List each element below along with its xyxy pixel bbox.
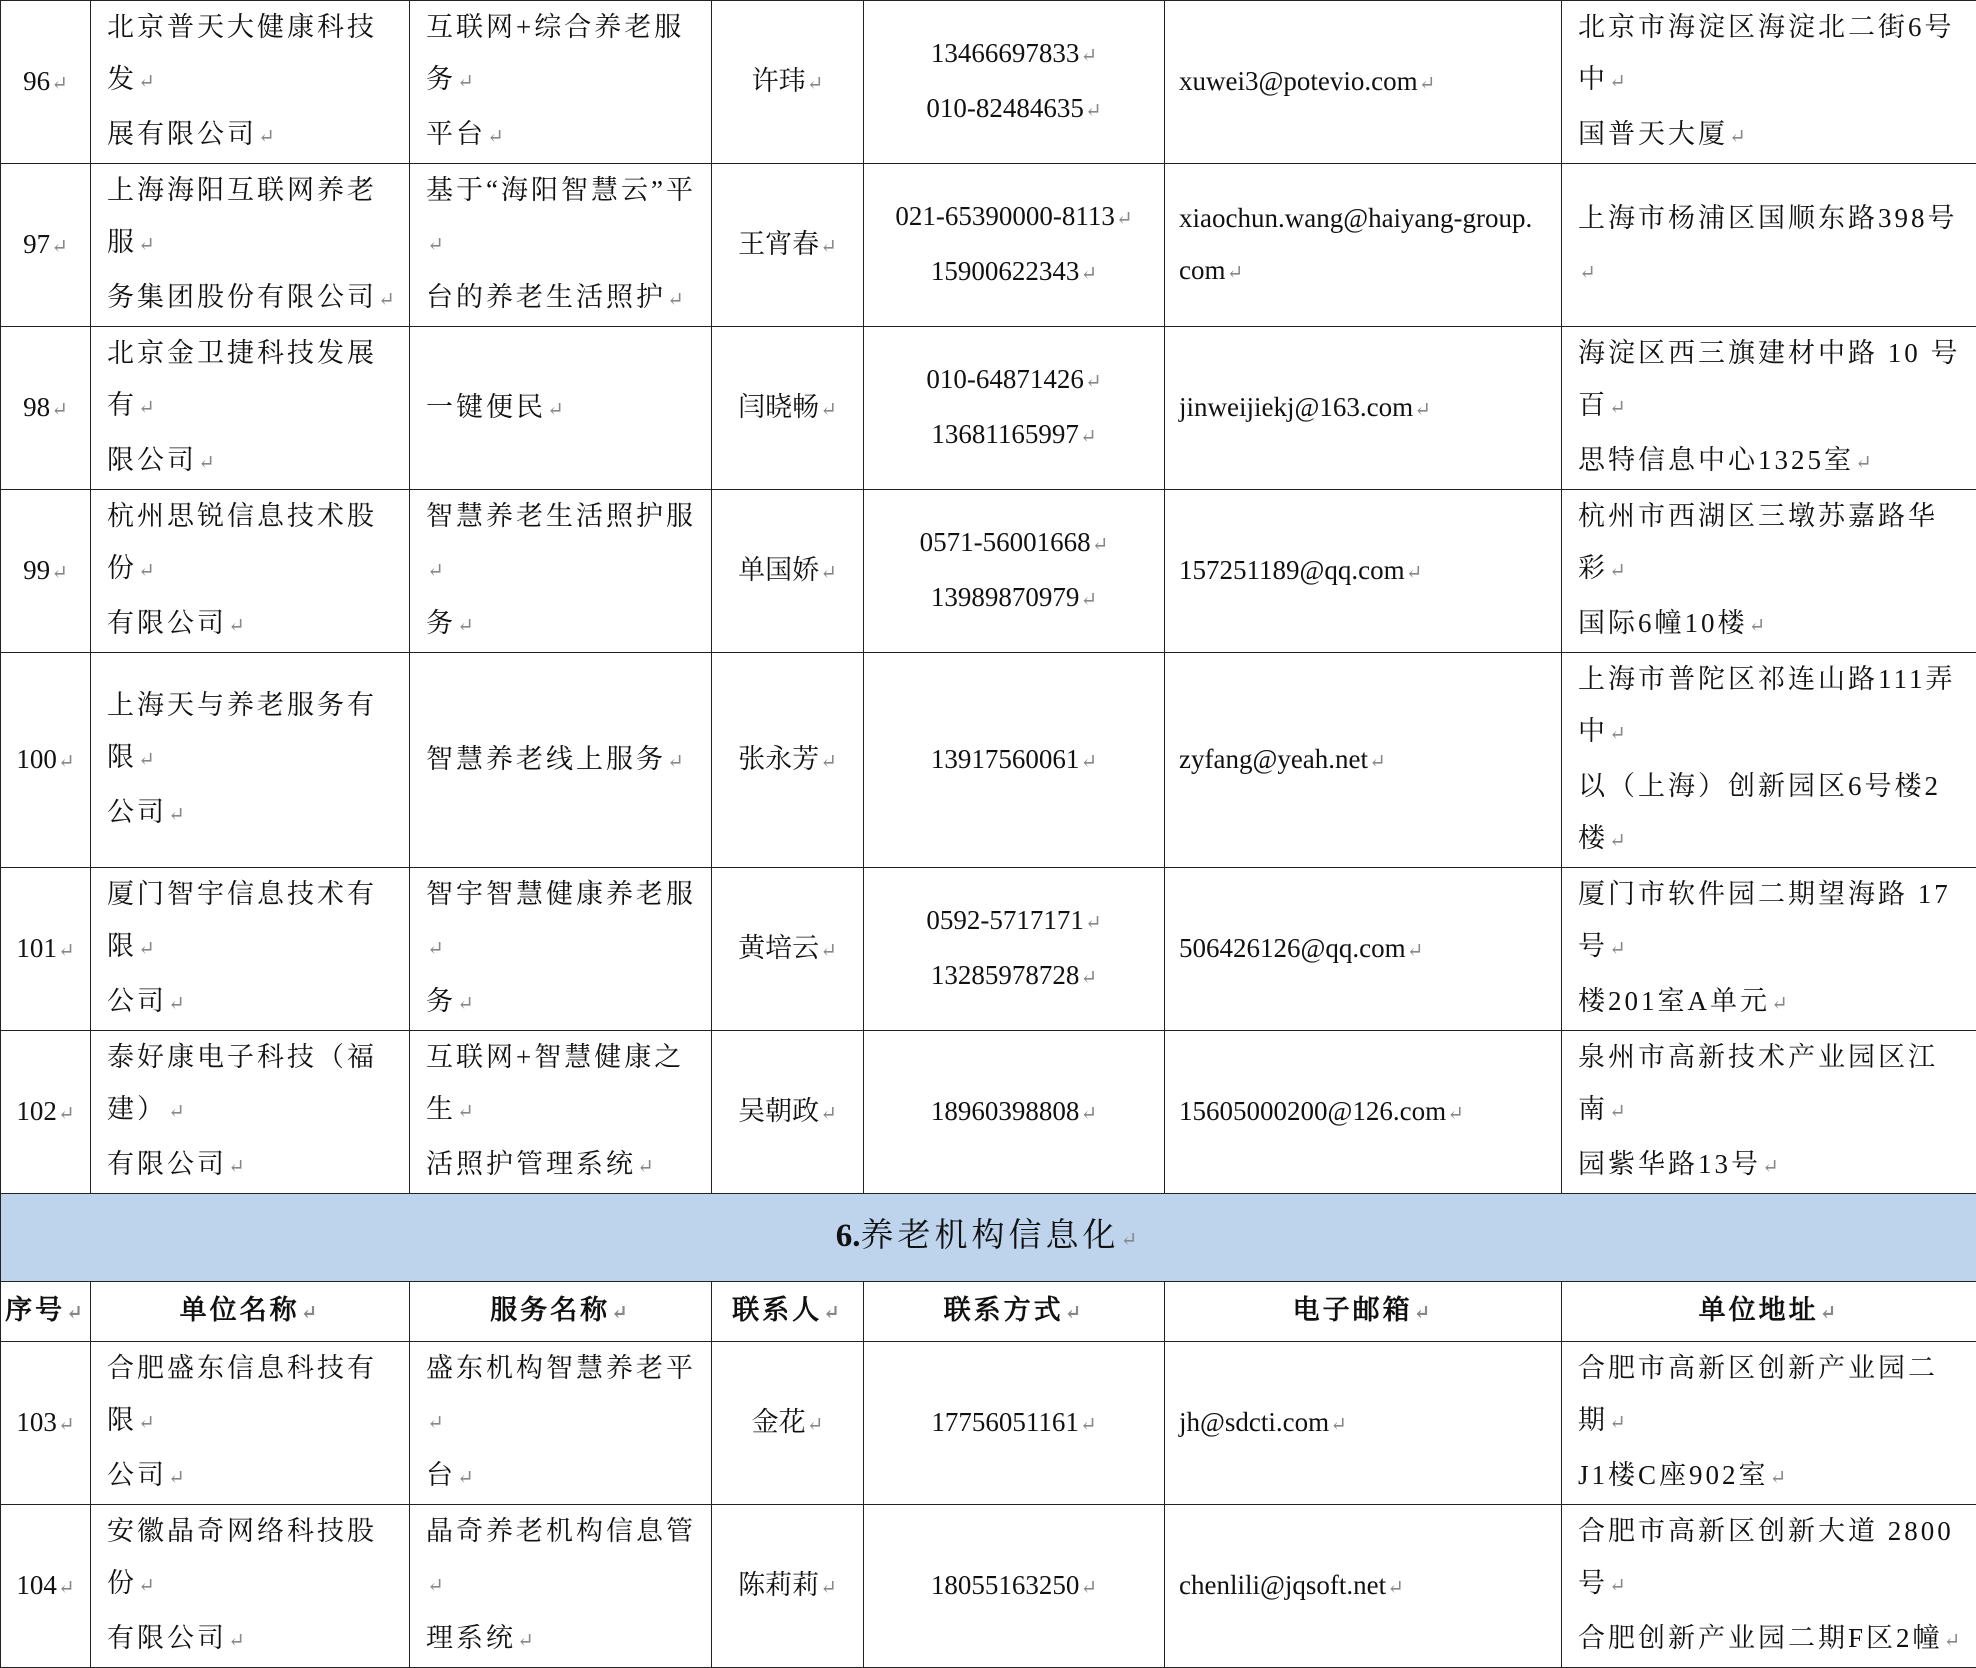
header-row (1, 1282, 1976, 1342)
cell-phone (864, 164, 1165, 327)
cell-address-line: 海淀区西三旗建材中路 10 号百↵ (1578, 327, 1966, 434)
cell-service-line: 智宇智慧健康养老服↵ (426, 868, 701, 975)
cell-contact (712, 327, 864, 490)
cell-company-line: 泰好康电子科技（福建）↵ (107, 1031, 399, 1138)
cell-phone (864, 327, 1165, 490)
header-no: 序号↵ (1, 1282, 91, 1342)
cell-phone (864, 653, 1165, 868)
cell-service-line: 台的养老生活照护↵ (426, 271, 701, 326)
cell-company (91, 1031, 410, 1194)
cell-no (1, 1031, 91, 1194)
cell-company-line: 上海海阳互联网养老服↵ (107, 164, 399, 271)
cell-company (91, 868, 410, 1031)
cell-service-line: 活照护管理系统↵ (426, 1138, 701, 1193)
cell-service (410, 164, 712, 327)
cell-email-line: 15605000200@126.com↵ (1179, 1085, 1561, 1140)
cell-service (410, 327, 712, 490)
cell-address-line: 国际6幢10楼↵ (1578, 597, 1966, 652)
table-body-bottom (1, 1342, 1976, 1668)
section-row (1, 1194, 1976, 1282)
cell-company-line: 有限公司↵ (107, 1138, 399, 1193)
cell-address (1562, 653, 1976, 868)
cell-no-line: 104↵ (1, 1559, 90, 1614)
cell-phone-line: 17756051161↵ (864, 1396, 1164, 1451)
cell-phone-line: 021-65390000-8113↵ (864, 190, 1164, 245)
cell-company (91, 1505, 410, 1668)
cell-email[interactable] (1165, 490, 1562, 653)
cell-no (1, 1, 91, 164)
cell-address-line: 上海市普陀区祁连山路111弄中↵ (1578, 653, 1966, 760)
cell-service-line: 互联网+综合养老服务↵ (426, 1, 701, 108)
cell-contact-line: 金花↵ (712, 1396, 863, 1451)
cell-phone-line: 13285978728↵ (864, 949, 1164, 1004)
cell-company (91, 327, 410, 490)
cell-contact-line: 单国娇↵ (712, 544, 863, 599)
cell-service (410, 653, 712, 868)
cell-company-line: 北京普天大健康科技发↵ (107, 1, 399, 108)
header-service: 服务名称↵ (410, 1282, 712, 1342)
header-address: 单位地址↵ (1562, 1282, 1976, 1342)
cell-email-line: 157251189@qq.com↵ (1179, 544, 1561, 599)
cell-email-line: zyfang@yeah.net↵ (1179, 733, 1561, 788)
cell-email[interactable]: xiaochun.wang@haiyang-group. com↵ (1165, 164, 1562, 327)
cell-service (410, 868, 712, 1031)
cell-contact (712, 868, 864, 1031)
cell-phone-line: 15900622343↵ (864, 245, 1164, 300)
table-row (1, 164, 1976, 327)
cell-email-line: xuwei3@potevio.com↵ (1179, 55, 1561, 110)
cell-contact-line: 吴朝政↵ (712, 1085, 863, 1140)
cell-contact-line: 闫晓畅↵ (712, 381, 863, 436)
section-number: 6. (836, 1218, 861, 1254)
cell-company (91, 164, 410, 327)
cell-service (410, 1342, 712, 1505)
cell-no (1, 868, 91, 1031)
cell-service-line: 智慧养老生活照护服↵ (426, 490, 701, 597)
cell-company-line: 公司↵ (107, 975, 399, 1030)
cell-address (1562, 868, 1976, 1031)
cell-company-line: 公司↵ (107, 786, 399, 841)
cell-company-line: 合肥盛东信息科技有限↵ (107, 1342, 399, 1449)
cell-service-line: 基于“海阳智慧云”平↵ (426, 164, 701, 271)
cell-service-line: 互联网+智慧健康之生↵ (426, 1031, 701, 1138)
cell-company-line: 杭州思锐信息技术股份↵ (107, 490, 399, 597)
section-block (1, 1194, 1976, 1342)
table-row (1, 1505, 1976, 1668)
cell-company-line: 有限公司↵ (107, 1612, 399, 1667)
cell-company-line: 公司↵ (107, 1449, 399, 1504)
cell-phone (864, 490, 1165, 653)
cell-email-line: chenlili@jqsoft.net↵ (1179, 1559, 1561, 1614)
cell-contact-line: 陈莉莉↵ (712, 1559, 863, 1614)
section-label: 养老机构信息化 (860, 1218, 1119, 1254)
cell-address (1562, 327, 1976, 490)
table-row (1, 1031, 1976, 1194)
header-company: 单位名称↵ (91, 1282, 410, 1342)
cell-contact (712, 1342, 864, 1505)
cell-no-line: 100↵ (1, 733, 90, 788)
cell-address-line: 杭州市西湖区三墩苏嘉路华彩↵ (1578, 490, 1966, 597)
header-email: 电子邮箱↵ (1165, 1282, 1562, 1342)
cell-no (1, 1342, 91, 1505)
cell-service-line: 台↵ (426, 1449, 701, 1504)
cell-contact (712, 164, 864, 327)
header-phone: 联系方式↵ (864, 1282, 1165, 1342)
cell-address-line: J1楼C座902室↵ (1578, 1449, 1966, 1504)
cell-phone (864, 1342, 1165, 1505)
cell-email-line: jinweijiekj@163.com↵ (1179, 381, 1561, 436)
cell-no-line: 98↵ (1, 381, 90, 436)
cell-address (1562, 1505, 1976, 1668)
cell-service (410, 1031, 712, 1194)
cell-company-line: 限公司↵ (107, 434, 399, 489)
cell-no-line: 103↵ (1, 1396, 90, 1451)
cell-email-line: 506426126@qq.com↵ (1179, 922, 1561, 977)
cell-service-line: 务↵ (426, 597, 701, 652)
cell-no-line: 101↵ (1, 922, 90, 977)
cell-contact (712, 1505, 864, 1668)
section-title: 6.养老机构信息化↵ (1, 1194, 1976, 1282)
cell-address-line: 北京市海淀区海淀北二街6号中↵ (1578, 1, 1966, 108)
cell-email[interactable] (1165, 1, 1562, 164)
cell-company-line: 安徽晶奇网络科技股份↵ (107, 1505, 399, 1612)
cell-no-line: 99↵ (1, 544, 90, 599)
cell-service-line: 务↵ (426, 975, 701, 1030)
cell-no-line: 97↵ (1, 218, 90, 273)
cell-phone-line: 0592-5717171↵ (864, 894, 1164, 949)
cell-address-line: 楼201室A单元↵ (1578, 975, 1966, 1030)
cell-service-line: 盛东机构智慧养老平↵ (426, 1342, 701, 1449)
table-row (1, 1342, 1976, 1505)
cell-phone (864, 1031, 1165, 1194)
cell-phone-line: 13466697833↵ (864, 27, 1164, 82)
cell-company-line: 展有限公司↵ (107, 108, 399, 163)
cell-address-line: 园紫华路13号↵ (1578, 1138, 1966, 1193)
cell-service-line: 晶奇养老机构信息管↵ (426, 1505, 701, 1612)
cell-company (91, 653, 410, 868)
cell-service (410, 1, 712, 164)
cell-phone-line: 010-82484635↵ (864, 82, 1164, 137)
cell-no-line: 102↵ (1, 1085, 90, 1140)
cell-address-line: 上海市杨浦区国顺东路398号↵ (1578, 192, 1966, 299)
cell-email[interactable] (1165, 1031, 1562, 1194)
cell-contact (712, 1031, 864, 1194)
cell-company-line: 上海天与养老服务有限↵ (107, 679, 399, 786)
cell-service-line: 一键便民↵ (426, 381, 701, 436)
cell-phone-line: 010-64871426↵ (864, 353, 1164, 408)
cell-company-line: 厦门智宇信息技术有限↵ (107, 868, 399, 975)
cell-phone-line: 13989870979↵ (864, 571, 1164, 626)
cell-contact-line: 张永芳↵ (712, 733, 863, 788)
cell-company-line: 北京金卫捷科技发展有↵ (107, 327, 399, 434)
cell-service (410, 490, 712, 653)
cell-email[interactable] (1165, 327, 1562, 490)
cell-company (91, 1342, 410, 1505)
cell-address-line: 泉州市高新技术产业园区江南↵ (1578, 1031, 1966, 1138)
cell-address-line: 合肥市高新区创新大道 2800 号↵ (1578, 1505, 1966, 1612)
table-row (1, 490, 1976, 653)
cell-phone-line: 0571-56001668↵ (864, 516, 1164, 571)
cell-address-line: 以（上海）创新园区6号楼2楼↵ (1578, 760, 1966, 867)
cell-phone-line: 13917560061↵ (864, 733, 1164, 788)
cell-email[interactable] (1165, 1342, 1562, 1505)
cell-contact (712, 490, 864, 653)
cell-contact-line: 黄培云↵ (712, 922, 863, 977)
cell-phone-line: 18960398808↵ (864, 1085, 1164, 1140)
cell-no-line: 96↵ (1, 55, 90, 110)
cell-company-line: 务集团股份有限公司↵ (107, 271, 399, 326)
cell-contact-line: 王宵春↵ (712, 218, 863, 273)
table-row (1, 653, 1976, 868)
cell-address (1562, 164, 1976, 327)
cell-contact (712, 1, 864, 164)
cell-email-line: jh@sdcti.com↵ (1179, 1396, 1561, 1451)
cell-service-line: 智慧养老线上服务↵ (426, 733, 701, 788)
cell-phone-line: 13681165997↵ (864, 408, 1164, 463)
cell-service-line: 平台↵ (426, 108, 701, 163)
cell-service (410, 1505, 712, 1668)
cell-address-line: 合肥创新产业园二期F区2幢↵ (1578, 1612, 1966, 1667)
header-contact: 联系人↵ (712, 1282, 864, 1342)
cell-contact (712, 653, 864, 868)
cell-no (1, 327, 91, 490)
cell-service-line: 理系统↵ (426, 1612, 701, 1667)
cell-company (91, 1, 410, 164)
cell-no (1, 653, 91, 868)
cell-address-line: 合肥市高新区创新产业园二期↵ (1578, 1342, 1966, 1449)
cell-address (1562, 1031, 1976, 1194)
cell-email[interactable] (1165, 1505, 1562, 1668)
table-row (1, 327, 1976, 490)
cell-address-line: 思特信息中心1325室↵ (1578, 434, 1966, 489)
table-row (1, 1, 1976, 164)
cell-phone (864, 1, 1165, 164)
cell-company-line: 有限公司↵ (107, 597, 399, 652)
table-body-top (1, 1, 1976, 1194)
cell-company (91, 490, 410, 653)
cell-no (1, 1505, 91, 1668)
cell-address-line: 国普天大厦↵ (1578, 108, 1966, 163)
cell-address (1562, 490, 1976, 653)
cell-phone (864, 868, 1165, 1031)
cell-email[interactable] (1165, 653, 1562, 868)
table-row (1, 868, 1976, 1031)
cell-contact-line: 许玮↵ (712, 55, 863, 110)
cell-address (1562, 1, 1976, 164)
cell-no (1, 490, 91, 653)
cell-phone (864, 1505, 1165, 1668)
cell-address (1562, 1342, 1976, 1505)
cell-no (1, 164, 91, 327)
cell-email[interactable] (1165, 868, 1562, 1031)
cell-phone-line: 18055163250↵ (864, 1559, 1164, 1614)
cell-address-line: 厦门市软件园二期望海路 17 号↵ (1578, 868, 1966, 975)
